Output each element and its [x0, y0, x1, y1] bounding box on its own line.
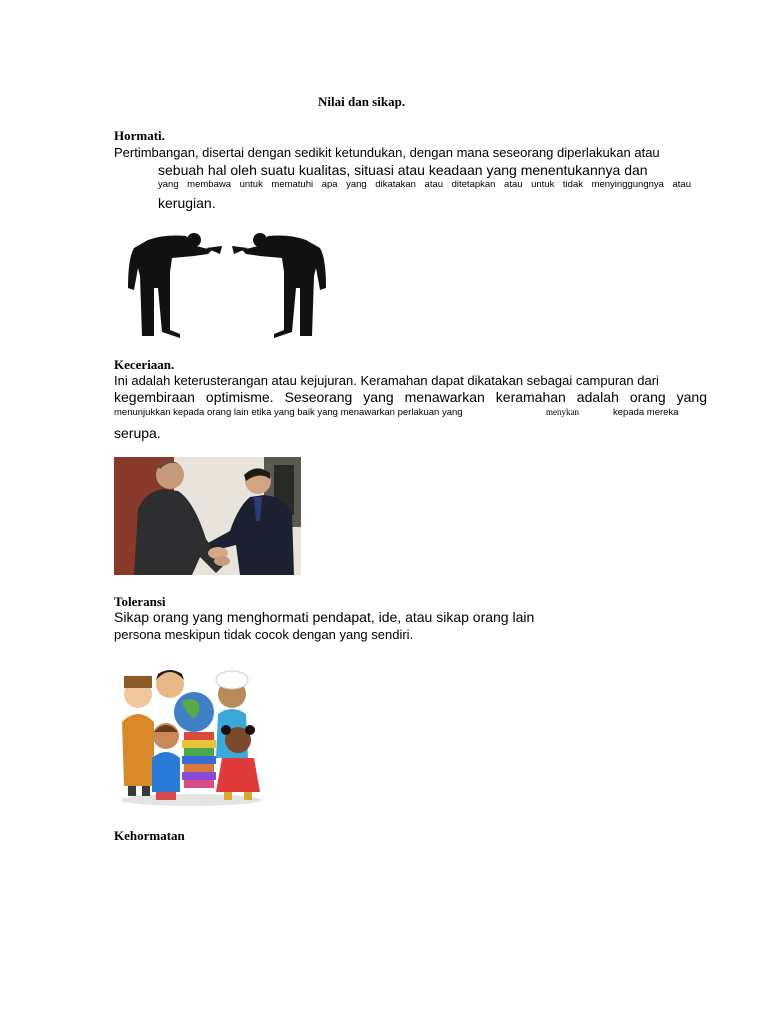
diverse-children-illustration — [114, 662, 268, 808]
bowing-silhouettes-svg — [124, 228, 330, 342]
page-title: Nilai dan sikap. — [318, 94, 406, 109]
section-heading-keceriaan: Keceriaan. — [114, 357, 175, 372]
keceriaan-line-3c: kepada mereka — [613, 407, 679, 418]
keceriaan-line-1: Ini adalah keterusterangan atau kejujuran. Keramahan dapat dikatakan sebagai campuran dari — [114, 373, 659, 388]
section-heading-hormati: Hormati. — [114, 128, 165, 143]
keceriaan-line-2: kegembiraan optimisme. Seseorang yang menawarkan keramahan adalah orang yang — [114, 389, 707, 405]
toleransi-line-2: persona meskipun tidak cocok dengan yang sendiri. — [114, 627, 414, 642]
keceriaan-line-3a: menunjukkan kepada orang lain etika yang baik yang menawarkan perlakuan yang — [114, 407, 463, 418]
children-globe-svg — [114, 662, 268, 808]
hormati-line-4: kerugian. — [158, 195, 216, 211]
left-bowing-figure — [128, 233, 222, 338]
hormati-line-3: yang membawa untuk mematuhi apa yang dikatakan atau ditetapkan atau untuk tidak menyinggungnya atau — [158, 179, 691, 190]
bowing-figures-image — [124, 228, 330, 342]
keceriaan-line-3b: menykan — [546, 407, 579, 417]
toleransi-line-1: Sikap orang yang menghormati pendapat, ide, atau sikap orang lain — [114, 609, 535, 625]
handshake-photo-svg — [114, 457, 301, 575]
handshake-photo — [114, 457, 301, 575]
section-heading-kehormatan: Kehormatan — [114, 828, 185, 843]
keceriaan-line-4: serupa. — [114, 425, 161, 441]
section-heading-toleransi: Toleransi — [114, 594, 166, 609]
hormati-line-2: sebuah hal oleh suatu kualitas, situasi atau keadaan yang menentukannya dan — [158, 162, 648, 178]
right-bowing-figure — [232, 233, 326, 338]
hormati-line-1: Pertimbangan, disertai dengan sedikit ketundukan, dengan mana seseorang diperlakukan atau — [114, 145, 660, 160]
